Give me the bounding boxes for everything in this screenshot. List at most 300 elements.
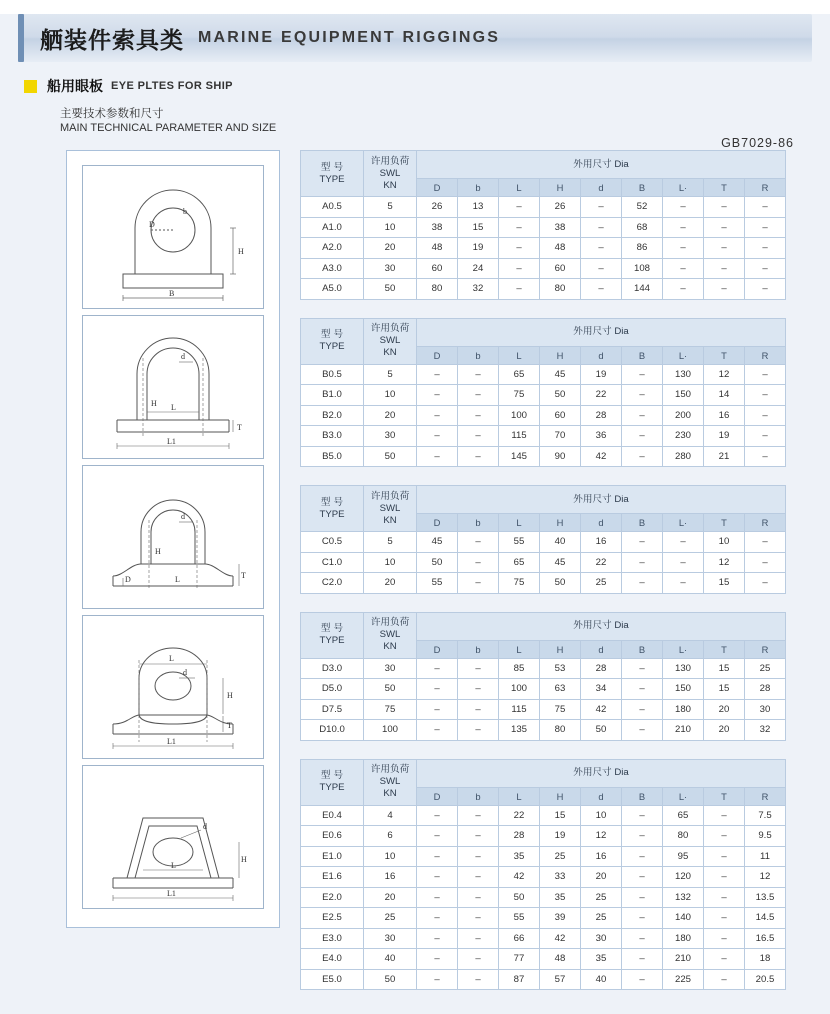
column-header-h: H [540, 346, 581, 364]
content-columns [18, 150, 812, 1008]
cell-r: – [745, 364, 786, 385]
table-row [301, 846, 786, 867]
cell-type: E2.5 [301, 908, 364, 929]
cell-d: – [581, 279, 622, 300]
cell-d: 42 [581, 446, 622, 467]
svg-text:T: T [241, 571, 246, 580]
svg-text:H: H [151, 399, 157, 408]
cell-b: – [458, 908, 499, 929]
cell-d: 45 [417, 532, 458, 553]
cell-swl: 16 [364, 867, 417, 888]
cell-l: 115 [499, 699, 540, 720]
column-header-type: 型 号 TYPE [301, 486, 364, 532]
cell-l: 55 [499, 908, 540, 929]
cell-b: 52 [622, 197, 663, 218]
cell-t: 12 [704, 552, 745, 573]
cell-swl: 75 [364, 699, 417, 720]
parameter-heading [60, 106, 812, 136]
column-header-l: L [499, 346, 540, 364]
cell-r: – [745, 573, 786, 594]
cell-t: 19 [704, 426, 745, 447]
cell-d: 26 [417, 197, 458, 218]
cell-l1: – [663, 197, 704, 218]
cell-h: 50 [540, 385, 581, 406]
cell-l: – [499, 217, 540, 238]
cell-d: – [581, 258, 622, 279]
cell-d: – [417, 928, 458, 949]
cell-b: 13 [458, 197, 499, 218]
cell-l1: 65 [663, 805, 704, 826]
cell-b: – [622, 928, 663, 949]
cell-swl: 30 [364, 258, 417, 279]
cell-t: – [704, 805, 745, 826]
column-header-d: D [417, 514, 458, 532]
cell-b: 144 [622, 279, 663, 300]
cell-b: – [622, 658, 663, 679]
column-header-type: 型 号 TYPE [301, 612, 364, 658]
table-row [301, 969, 786, 990]
cell-r: 11 [745, 846, 786, 867]
cell-l1: 130 [663, 364, 704, 385]
cell-type: C0.5 [301, 532, 364, 553]
cell-h: 75 [540, 699, 581, 720]
column-header-r: R [745, 640, 786, 658]
cell-l1: – [663, 279, 704, 300]
column-header-dimensions: 外用尺寸 Dia [417, 759, 786, 787]
cell-l1: 150 [663, 385, 704, 406]
catalog-page [0, 14, 830, 1014]
table-row [301, 405, 786, 426]
cell-r: 20.5 [745, 969, 786, 990]
svg-text:H: H [227, 691, 233, 700]
cell-t: 15 [704, 658, 745, 679]
cell-b: – [458, 405, 499, 426]
cell-d: 28 [581, 405, 622, 426]
column-header-swl: 许用负荷 SWL KN [364, 612, 417, 658]
header-title-en: MARINE EQUIPMENT RIGGINGS [198, 29, 501, 46]
svg-text:L: L [171, 861, 176, 870]
cell-l1: – [663, 238, 704, 259]
cell-b: – [458, 969, 499, 990]
cell-d: 42 [581, 699, 622, 720]
figure-b [82, 315, 264, 459]
parameter-heading-cn: 主要技术参数和尺寸 [60, 106, 164, 120]
cell-l1: 180 [663, 928, 704, 949]
table-header-row-primary [301, 759, 786, 787]
cell-d: 55 [417, 573, 458, 594]
cell-l: – [499, 279, 540, 300]
column-header-r: R [745, 514, 786, 532]
cell-b: – [622, 364, 663, 385]
cell-b: – [622, 908, 663, 929]
column-header-d: D [417, 640, 458, 658]
cell-b: – [458, 846, 499, 867]
cell-l1: – [663, 573, 704, 594]
cell-swl: 20 [364, 405, 417, 426]
column-header-r: R [745, 179, 786, 197]
cell-l1: 132 [663, 887, 704, 908]
cell-h: 70 [540, 426, 581, 447]
cell-l: 77 [499, 949, 540, 970]
cell-type: E1.6 [301, 867, 364, 888]
table-row [301, 532, 786, 553]
cell-d: – [417, 446, 458, 467]
column-header-b: b [458, 640, 499, 658]
cell-l1: 230 [663, 426, 704, 447]
cell-d: 25 [581, 908, 622, 929]
table-row [301, 928, 786, 949]
cell-t: 20 [704, 720, 745, 741]
table-row [301, 385, 786, 406]
cell-h: 57 [540, 969, 581, 990]
column-header-t: T [704, 514, 745, 532]
cell-r: – [745, 385, 786, 406]
cell-b: – [622, 887, 663, 908]
cell-l: 135 [499, 720, 540, 741]
cell-l1: 200 [663, 405, 704, 426]
cell-b: – [622, 805, 663, 826]
table-row [301, 552, 786, 573]
cell-b: – [622, 385, 663, 406]
cell-b: – [458, 532, 499, 553]
cell-b: – [622, 573, 663, 594]
cell-b: – [622, 949, 663, 970]
cell-d: – [581, 238, 622, 259]
cell-b: – [458, 949, 499, 970]
cell-swl: 5 [364, 197, 417, 218]
svg-text:d: d [183, 668, 187, 677]
column-header-r: R [745, 787, 786, 805]
cell-d: 50 [581, 720, 622, 741]
cell-b: – [622, 426, 663, 447]
column-header-dimensions: 外用尺寸 Dia [417, 612, 786, 640]
table-row [301, 364, 786, 385]
column-header-d: D [417, 179, 458, 197]
cell-l1: – [663, 258, 704, 279]
table-row [301, 867, 786, 888]
column-header-b: B [622, 179, 663, 197]
cell-h: 19 [540, 826, 581, 847]
cell-d: 22 [581, 385, 622, 406]
cell-d: 40 [581, 969, 622, 990]
cell-h: 60 [540, 405, 581, 426]
cell-l: 100 [499, 405, 540, 426]
cell-h: 90 [540, 446, 581, 467]
cell-t: – [704, 826, 745, 847]
column-header-swl: 许用负荷 SWL KN [364, 759, 417, 805]
cell-b: – [458, 928, 499, 949]
column-header-t: T [704, 346, 745, 364]
table-column [300, 150, 786, 1008]
cell-h: 63 [540, 679, 581, 700]
standard-code: GB7029-86 [721, 136, 794, 150]
column-header-r: R [745, 346, 786, 364]
cell-d: – [417, 805, 458, 826]
cell-h: 25 [540, 846, 581, 867]
cell-d: 38 [417, 217, 458, 238]
cell-b: – [622, 867, 663, 888]
cell-swl: 10 [364, 385, 417, 406]
cell-b: – [458, 658, 499, 679]
cell-t: – [704, 238, 745, 259]
cell-b: – [458, 385, 499, 406]
cell-b: – [458, 699, 499, 720]
column-header-swl: 许用负荷 SWL KN [364, 486, 417, 532]
cell-l1: 95 [663, 846, 704, 867]
table-row [301, 949, 786, 970]
table-row [301, 197, 786, 218]
cell-swl: 50 [364, 446, 417, 467]
cell-d: – [417, 658, 458, 679]
table-a [300, 150, 786, 300]
table-row [301, 826, 786, 847]
cell-b: – [458, 720, 499, 741]
figure-e [82, 765, 264, 909]
cell-l: 66 [499, 928, 540, 949]
cell-swl: 10 [364, 552, 417, 573]
cell-swl: 25 [364, 908, 417, 929]
cell-d: – [417, 720, 458, 741]
cell-l: 75 [499, 573, 540, 594]
column-header-type: 型 号 TYPE [301, 759, 364, 805]
cell-t: 16 [704, 405, 745, 426]
table-row [301, 573, 786, 594]
cell-type: E1.0 [301, 846, 364, 867]
cell-l: 75 [499, 385, 540, 406]
table-row [301, 720, 786, 741]
cell-type: A2.0 [301, 238, 364, 259]
svg-text:H: H [241, 855, 247, 864]
table-row [301, 446, 786, 467]
cell-r: 7.5 [745, 805, 786, 826]
cell-l: 115 [499, 426, 540, 447]
column-header-l1: L· [663, 179, 704, 197]
cell-l: 145 [499, 446, 540, 467]
cell-type: E5.0 [301, 969, 364, 990]
table-row [301, 908, 786, 929]
table-header-row-primary [301, 486, 786, 514]
table-row [301, 658, 786, 679]
cell-type: E4.0 [301, 949, 364, 970]
column-header-d: d [581, 640, 622, 658]
cell-h: 48 [540, 949, 581, 970]
cell-r: 14.5 [745, 908, 786, 929]
svg-text:L1: L1 [167, 437, 176, 446]
cell-d: 60 [417, 258, 458, 279]
cell-d: 50 [417, 552, 458, 573]
column-header-t: T [704, 640, 745, 658]
svg-text:H: H [155, 547, 161, 556]
table-c [300, 485, 786, 594]
column-header-type: 型 号 TYPE [301, 151, 364, 197]
cell-type: D5.0 [301, 679, 364, 700]
cell-d: 22 [581, 552, 622, 573]
cell-b: – [458, 679, 499, 700]
cell-t: – [704, 867, 745, 888]
cell-l1: 210 [663, 949, 704, 970]
cell-t: – [704, 908, 745, 929]
cell-h: 26 [540, 197, 581, 218]
cell-h: 80 [540, 720, 581, 741]
cell-swl: 10 [364, 846, 417, 867]
table-e [300, 759, 786, 991]
cell-d: – [581, 217, 622, 238]
svg-text:b: b [183, 207, 187, 216]
cell-d: – [417, 679, 458, 700]
subtitle-en: EYE PLTES FOR SHIP [111, 80, 233, 92]
column-header-swl: 许用负荷 SWL KN [364, 151, 417, 197]
cell-d: – [417, 699, 458, 720]
cell-r: – [745, 552, 786, 573]
cell-type: A1.0 [301, 217, 364, 238]
cell-b: 15 [458, 217, 499, 238]
section-subtitle [24, 76, 830, 96]
cell-swl: 20 [364, 887, 417, 908]
cell-d: 25 [581, 887, 622, 908]
cell-type: D10.0 [301, 720, 364, 741]
cell-l: 87 [499, 969, 540, 990]
cell-swl: 50 [364, 279, 417, 300]
cell-h: 48 [540, 238, 581, 259]
cell-l: 65 [499, 552, 540, 573]
cell-type: A5.0 [301, 279, 364, 300]
column-header-t: T [704, 787, 745, 805]
cell-type: E3.0 [301, 928, 364, 949]
cell-r: 28 [745, 679, 786, 700]
column-header-l1: L· [663, 640, 704, 658]
cell-d: 80 [417, 279, 458, 300]
cell-type: C1.0 [301, 552, 364, 573]
column-header-d: D [417, 346, 458, 364]
cell-h: 38 [540, 217, 581, 238]
column-header-b: B [622, 787, 663, 805]
cell-d: – [417, 364, 458, 385]
cell-h: 45 [540, 364, 581, 385]
cell-h: 33 [540, 867, 581, 888]
cell-t: – [704, 279, 745, 300]
figure-a [82, 165, 264, 309]
cell-t: 15 [704, 679, 745, 700]
cell-r: 12 [745, 867, 786, 888]
cell-l: 100 [499, 679, 540, 700]
cell-r: – [745, 279, 786, 300]
cell-h: 53 [540, 658, 581, 679]
cell-swl: 20 [364, 573, 417, 594]
table-row [301, 258, 786, 279]
cell-r: 25 [745, 658, 786, 679]
cell-h: 50 [540, 573, 581, 594]
bullet-square-icon [24, 80, 37, 93]
cell-b: – [458, 426, 499, 447]
column-header-h: H [540, 787, 581, 805]
cell-b: 86 [622, 238, 663, 259]
column-header-l1: L· [663, 514, 704, 532]
cell-d: – [417, 949, 458, 970]
cell-h: 39 [540, 908, 581, 929]
cell-type: B1.0 [301, 385, 364, 406]
cell-b: 68 [622, 217, 663, 238]
column-header-l: L [499, 640, 540, 658]
cell-t: 12 [704, 364, 745, 385]
cell-l: 55 [499, 532, 540, 553]
cell-d: 19 [581, 364, 622, 385]
header-accent-bar [18, 14, 24, 62]
subtitle-cn: 船用眼板 [47, 79, 103, 95]
svg-text:H: H [238, 247, 244, 256]
cell-swl: 10 [364, 217, 417, 238]
cell-b: – [458, 867, 499, 888]
cell-type: D3.0 [301, 658, 364, 679]
cell-l: 35 [499, 846, 540, 867]
cell-l1: – [663, 552, 704, 573]
column-header-b: b [458, 514, 499, 532]
table-row [301, 279, 786, 300]
page-body [18, 106, 812, 1008]
column-header-type: 型 号 TYPE [301, 318, 364, 364]
cell-b: – [458, 826, 499, 847]
cell-b: – [622, 532, 663, 553]
cell-l1: 120 [663, 867, 704, 888]
column-header-b: B [622, 346, 663, 364]
cell-d: – [417, 826, 458, 847]
column-header-l1: L· [663, 787, 704, 805]
column-header-b: b [458, 787, 499, 805]
cell-b: – [622, 720, 663, 741]
cell-d: – [417, 846, 458, 867]
cell-d: 48 [417, 238, 458, 259]
table-row [301, 238, 786, 259]
cell-t: – [704, 197, 745, 218]
cell-type: A0.5 [301, 197, 364, 218]
column-header-h: H [540, 514, 581, 532]
cell-l: 22 [499, 805, 540, 826]
svg-text:T: T [227, 721, 232, 730]
cell-t: 20 [704, 699, 745, 720]
cell-l1: 210 [663, 720, 704, 741]
cell-h: 60 [540, 258, 581, 279]
cell-l: 85 [499, 658, 540, 679]
cell-d: 35 [581, 949, 622, 970]
cell-l1: 225 [663, 969, 704, 990]
cell-d: 28 [581, 658, 622, 679]
cell-r: 13.5 [745, 887, 786, 908]
cell-type: B0.5 [301, 364, 364, 385]
cell-h: 80 [540, 279, 581, 300]
cell-d: 16 [581, 846, 622, 867]
figure-d [82, 615, 264, 759]
table-row [301, 217, 786, 238]
cell-d: – [417, 887, 458, 908]
cell-type: B5.0 [301, 446, 364, 467]
column-header-d: d [581, 787, 622, 805]
cell-b: – [458, 573, 499, 594]
cell-r: – [745, 446, 786, 467]
cell-type: A3.0 [301, 258, 364, 279]
cell-b: – [622, 405, 663, 426]
table-d [300, 612, 786, 741]
cell-d: 34 [581, 679, 622, 700]
cell-l: – [499, 197, 540, 218]
cell-swl: 40 [364, 949, 417, 970]
cell-swl: 30 [364, 658, 417, 679]
column-header-h: H [540, 640, 581, 658]
cell-d: 16 [581, 532, 622, 553]
cell-r: 16.5 [745, 928, 786, 949]
column-header-b: B [622, 640, 663, 658]
cell-h: 40 [540, 532, 581, 553]
cell-type: C2.0 [301, 573, 364, 594]
cell-b: 32 [458, 279, 499, 300]
